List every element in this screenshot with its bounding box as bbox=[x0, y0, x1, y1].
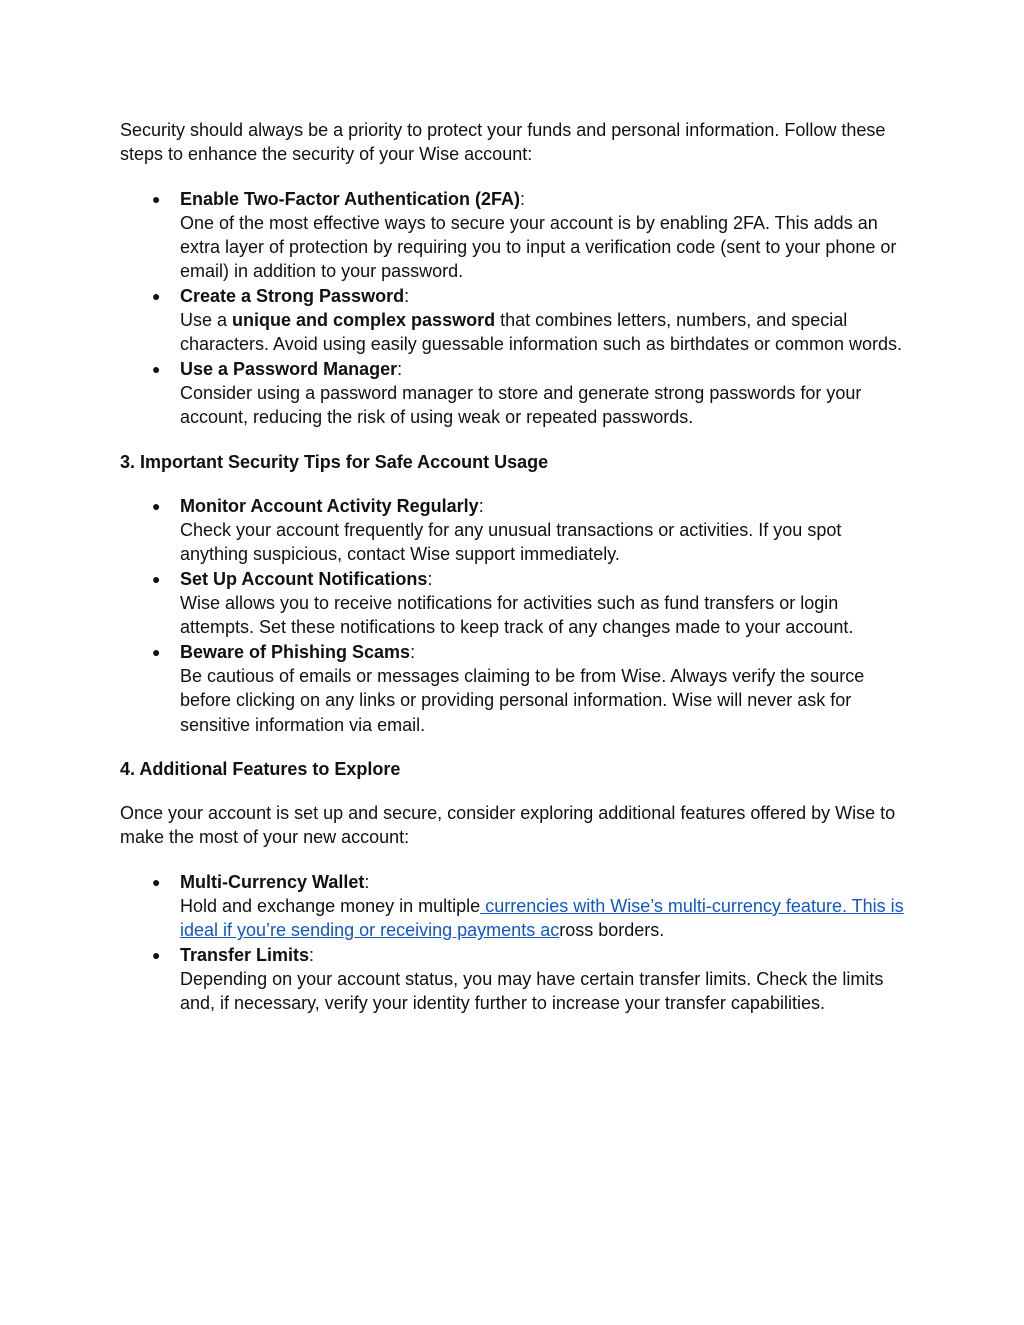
intro-paragraph: Security should always be a priority to protect your funds and personal information. Follow these steps to enhance the security of your Wise account: bbox=[120, 120, 886, 165]
item-description: One of the most effective ways to secure your account is by enabling 2FA. This adds an extra layer of protection by requiring you to input a verification code (sent to your phone or email) in addition to your password. bbox=[180, 212, 897, 282]
bullet-icon: ● bbox=[152, 497, 161, 514]
security-tips-list bbox=[120, 494, 910, 737]
list-item: ● Multi-Currency Wallet: Hold and exchange money in multiple currencies with Wise’s multi-currency feature. This is ideal if you’re sending or receiving payments across borders. bbox=[120, 870, 910, 943]
list-item: ● Enable Two-Factor Authentication (2FA): One of the most effective ways to secure your account is by enabling 2FA. This adds an extra layer of protection by requiring you to input a verification code (sent to your phone or email) in addition to your password. bbox=[120, 187, 910, 284]
bullet-icon: ● bbox=[152, 190, 161, 207]
item-description: Check your account frequently for any unusual transactions or activities. If you spot anything suspicious, contact Wise support immediately. bbox=[180, 520, 842, 565]
multi-currency-link[interactable]: currencies with Wise’s multi-currency feature. This is ideal if you’re sending or receiving payments ac bbox=[180, 896, 904, 941]
bullet-icon: ● bbox=[152, 570, 161, 587]
list-item: ● Set Up Account Notifications: Wise allows you to receive notifications for activities such as fund transfers or login attempts. Set these notifications to keep track of any changes made to your account. bbox=[120, 567, 910, 640]
list-item: ● Monitor Account Activity Regularly: Check your account frequently for any unusual transactions or activities. If you spot anything suspicious, contact Wise support immediately. bbox=[120, 494, 910, 567]
list-item: ● Create a Strong Password: Use a unique and complex password that combines letters, numbers, and special characters. Avoid using easily guessable information such as birthdates or common words. bbox=[120, 284, 910, 357]
bullet-icon: ● bbox=[152, 287, 161, 304]
features-list bbox=[120, 870, 910, 1016]
bullet-icon: ● bbox=[152, 360, 161, 377]
document-page bbox=[120, 118, 910, 1016]
item-description: Wise allows you to receive notifications for activities such as fund transfers or login attempts. Set these notifications to keep track of any changes made to your account. bbox=[180, 593, 854, 638]
section-heading: 3. Important Security Tips for Safe Account Usage bbox=[120, 451, 549, 472]
list-item: ● Transfer Limits: Depending on your account status, you may have certain transfer limits. Check the limits and, if necessary, verify your identity further to increase your transfer capabilities. bbox=[120, 943, 910, 1016]
item-description: Use a unique and complex password that combines letters, numbers, and special characters. Avoid using easily guessable information such as birthdates or common words. bbox=[180, 310, 903, 355]
item-description: Be cautious of emails or messages claiming to be from Wise. Always verify the source before clicking on any links or providing personal information. Wise will never ask for sensitive information via email. bbox=[180, 665, 865, 735]
security-steps-list bbox=[120, 187, 910, 430]
item-description: Depending on your account status, you may have certain transfer limits. Check the limits and, if necessary, verify your identity further to increase your transfer capabilities. bbox=[180, 968, 884, 1014]
item-term: Transfer Limits bbox=[180, 944, 310, 965]
item-term: Beware of Phishing Scams bbox=[180, 641, 411, 662]
item-term: Use a Password Manager bbox=[180, 358, 398, 379]
bullet-icon: ● bbox=[152, 946, 161, 963]
item-term: Create a Strong Password bbox=[180, 285, 405, 306]
item-term: Monitor Account Activity Regularly bbox=[180, 495, 479, 516]
section-heading: 4. Additional Features to Explore bbox=[120, 758, 401, 779]
item-description: Hold and exchange money in multiple currencies with Wise’s multi-currency feature. This is ideal if you’re sending or receiving payments across borders. bbox=[180, 896, 904, 941]
item-term: Set Up Account Notifications bbox=[180, 568, 428, 589]
features-intro-paragraph: Once your account is set up and secure, consider exploring additional features offered by Wise to make the most of your new account: bbox=[120, 803, 896, 848]
bullet-icon: ● bbox=[152, 643, 161, 660]
list-item: ● Beware of Phishing Scams: Be cautious of emails or messages claiming to be from Wise. Always verify the source before clicking on any links or providing personal information. Wise will never ask for sensitive information via email. bbox=[120, 640, 910, 737]
list-item: ● Use a Password Manager: Consider using a password manager to store and generate strong passwords for your account, reducing the risk of using weak or repeated passwords. bbox=[120, 357, 910, 430]
item-term: Enable Two-Factor Authentication (2FA) bbox=[180, 188, 521, 209]
item-description: Consider using a password manager to store and generate strong passwords for your account, reducing the risk of using weak or repeated passwords. bbox=[180, 382, 862, 428]
emphasis-text: unique and complex password bbox=[232, 310, 496, 331]
bullet-icon: ● bbox=[152, 873, 161, 890]
item-term: Multi-Currency Wallet bbox=[180, 871, 365, 892]
